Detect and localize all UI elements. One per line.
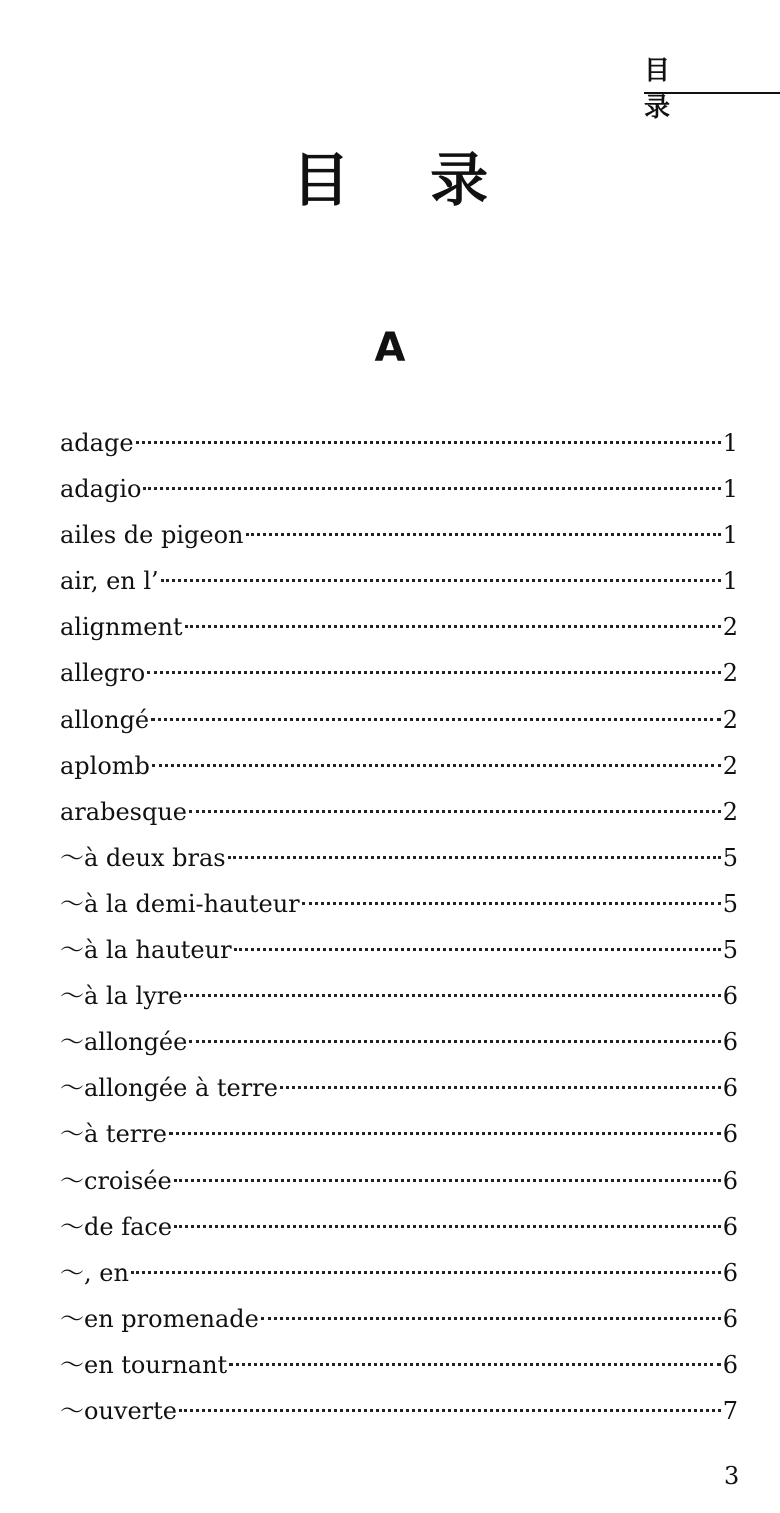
toc-term: arabesque — [60, 797, 187, 826]
dot-leader — [169, 1132, 721, 1135]
dot-leader — [143, 487, 720, 490]
dot-leader — [184, 994, 720, 997]
toc-page-number: 6 — [722, 1074, 738, 1103]
toc-entry — [60, 1111, 738, 1157]
toc-entry — [60, 1342, 738, 1388]
toc-term: ～croisée — [60, 1166, 172, 1195]
page-number: 3 — [724, 1462, 740, 1490]
dot-leader — [185, 625, 721, 628]
toc-entry — [60, 697, 738, 743]
dot-leader — [147, 671, 721, 674]
dot-leader — [280, 1086, 721, 1089]
toc-page-number: 2 — [722, 797, 738, 826]
dot-leader — [151, 718, 721, 721]
toc-page-number: 6 — [722, 1304, 738, 1333]
toc-page-number: 2 — [722, 659, 738, 688]
dot-leader — [174, 1225, 721, 1228]
toc-page-number: 1 — [722, 429, 738, 457]
toc-page-number: 5 — [722, 843, 738, 872]
toc-term: air, en l’ — [60, 567, 159, 596]
toc-entry — [60, 466, 738, 512]
running-header — [644, 50, 780, 123]
toc-page-number: 2 — [722, 613, 738, 642]
toc-page-number: 6 — [722, 1258, 738, 1287]
toc-entry — [60, 604, 738, 650]
toc-entry — [60, 420, 738, 466]
toc-term: ～à deux bras — [60, 843, 226, 872]
toc-entry — [60, 927, 738, 973]
toc-term: ～, en — [60, 1258, 129, 1287]
toc-term: ailes de pigeon — [60, 521, 244, 550]
dot-leader — [174, 1179, 721, 1182]
toc-term: ～en promenade — [60, 1304, 259, 1333]
toc-page-number: 6 — [722, 1028, 738, 1057]
toc-entry — [60, 558, 738, 604]
toc-page-number: 6 — [722, 1120, 738, 1149]
dot-leader — [179, 1409, 721, 1412]
dot-leader — [152, 764, 721, 767]
toc-page-number: 2 — [722, 751, 738, 780]
toc-entry — [60, 1388, 738, 1434]
dot-leader — [246, 533, 721, 536]
toc-term: ～à la hauteur — [60, 936, 232, 965]
toc-page-number: 1 — [722, 567, 738, 596]
dot-leader — [229, 1363, 721, 1366]
dot-leader — [261, 1317, 721, 1320]
toc-page-number: 1 — [722, 521, 738, 550]
dot-leader — [189, 810, 721, 813]
toc-term: ～en tournant — [60, 1350, 228, 1379]
toc-entry — [60, 973, 738, 1019]
toc-term: aplomb — [60, 751, 150, 780]
toc-term: adagio — [60, 475, 142, 504]
dot-leader — [228, 856, 721, 859]
toc-term: ～allongée à terre — [60, 1074, 278, 1103]
toc-page-number: 5 — [722, 936, 738, 965]
toc-entry — [60, 650, 738, 696]
toc-entry — [60, 1019, 738, 1065]
toc-term: ～à la lyre — [60, 982, 183, 1011]
dot-leader — [161, 579, 721, 582]
dot-leader — [136, 441, 721, 444]
toc-entry — [60, 1158, 738, 1204]
toc-list — [60, 420, 738, 1434]
dot-leader — [302, 902, 721, 905]
toc-page-number: 6 — [722, 982, 738, 1011]
toc-term: ～à la demi-hauteur — [60, 889, 300, 918]
toc-page-number: 1 — [722, 475, 738, 504]
toc-entry — [60, 512, 738, 558]
toc-page-number: 2 — [722, 705, 738, 734]
dot-leader — [234, 948, 721, 951]
toc-term: allegro — [60, 659, 146, 688]
toc-term: ～ouverte — [60, 1396, 177, 1425]
toc-entry — [60, 743, 738, 789]
toc-page-number: 6 — [722, 1166, 738, 1195]
toc-term: alignment — [60, 613, 183, 642]
dot-leader — [189, 1040, 720, 1043]
toc-entry — [60, 881, 738, 927]
toc-entry — [60, 1204, 738, 1250]
dot-leader — [131, 1271, 721, 1274]
page-title: 目 录 — [291, 146, 519, 214]
toc-entry — [60, 789, 738, 835]
section-heading: A — [374, 325, 406, 371]
toc-entry — [60, 1250, 738, 1296]
toc-term: ～à terre — [60, 1120, 167, 1149]
toc-term: adage — [60, 429, 134, 457]
toc-page-number: 5 — [722, 889, 738, 918]
toc-entry — [60, 835, 738, 881]
toc-term: ～allongée — [60, 1028, 188, 1057]
toc-entry — [60, 1296, 738, 1342]
toc-page-number: 6 — [722, 1350, 738, 1379]
toc-term: allongé — [60, 705, 150, 734]
toc-entry — [60, 1065, 738, 1111]
toc-page-number: 6 — [722, 1212, 738, 1241]
toc-page-number: 7 — [722, 1396, 738, 1425]
toc-term: ～de face — [60, 1212, 173, 1241]
running-header-title: 目 录 — [644, 56, 683, 123]
